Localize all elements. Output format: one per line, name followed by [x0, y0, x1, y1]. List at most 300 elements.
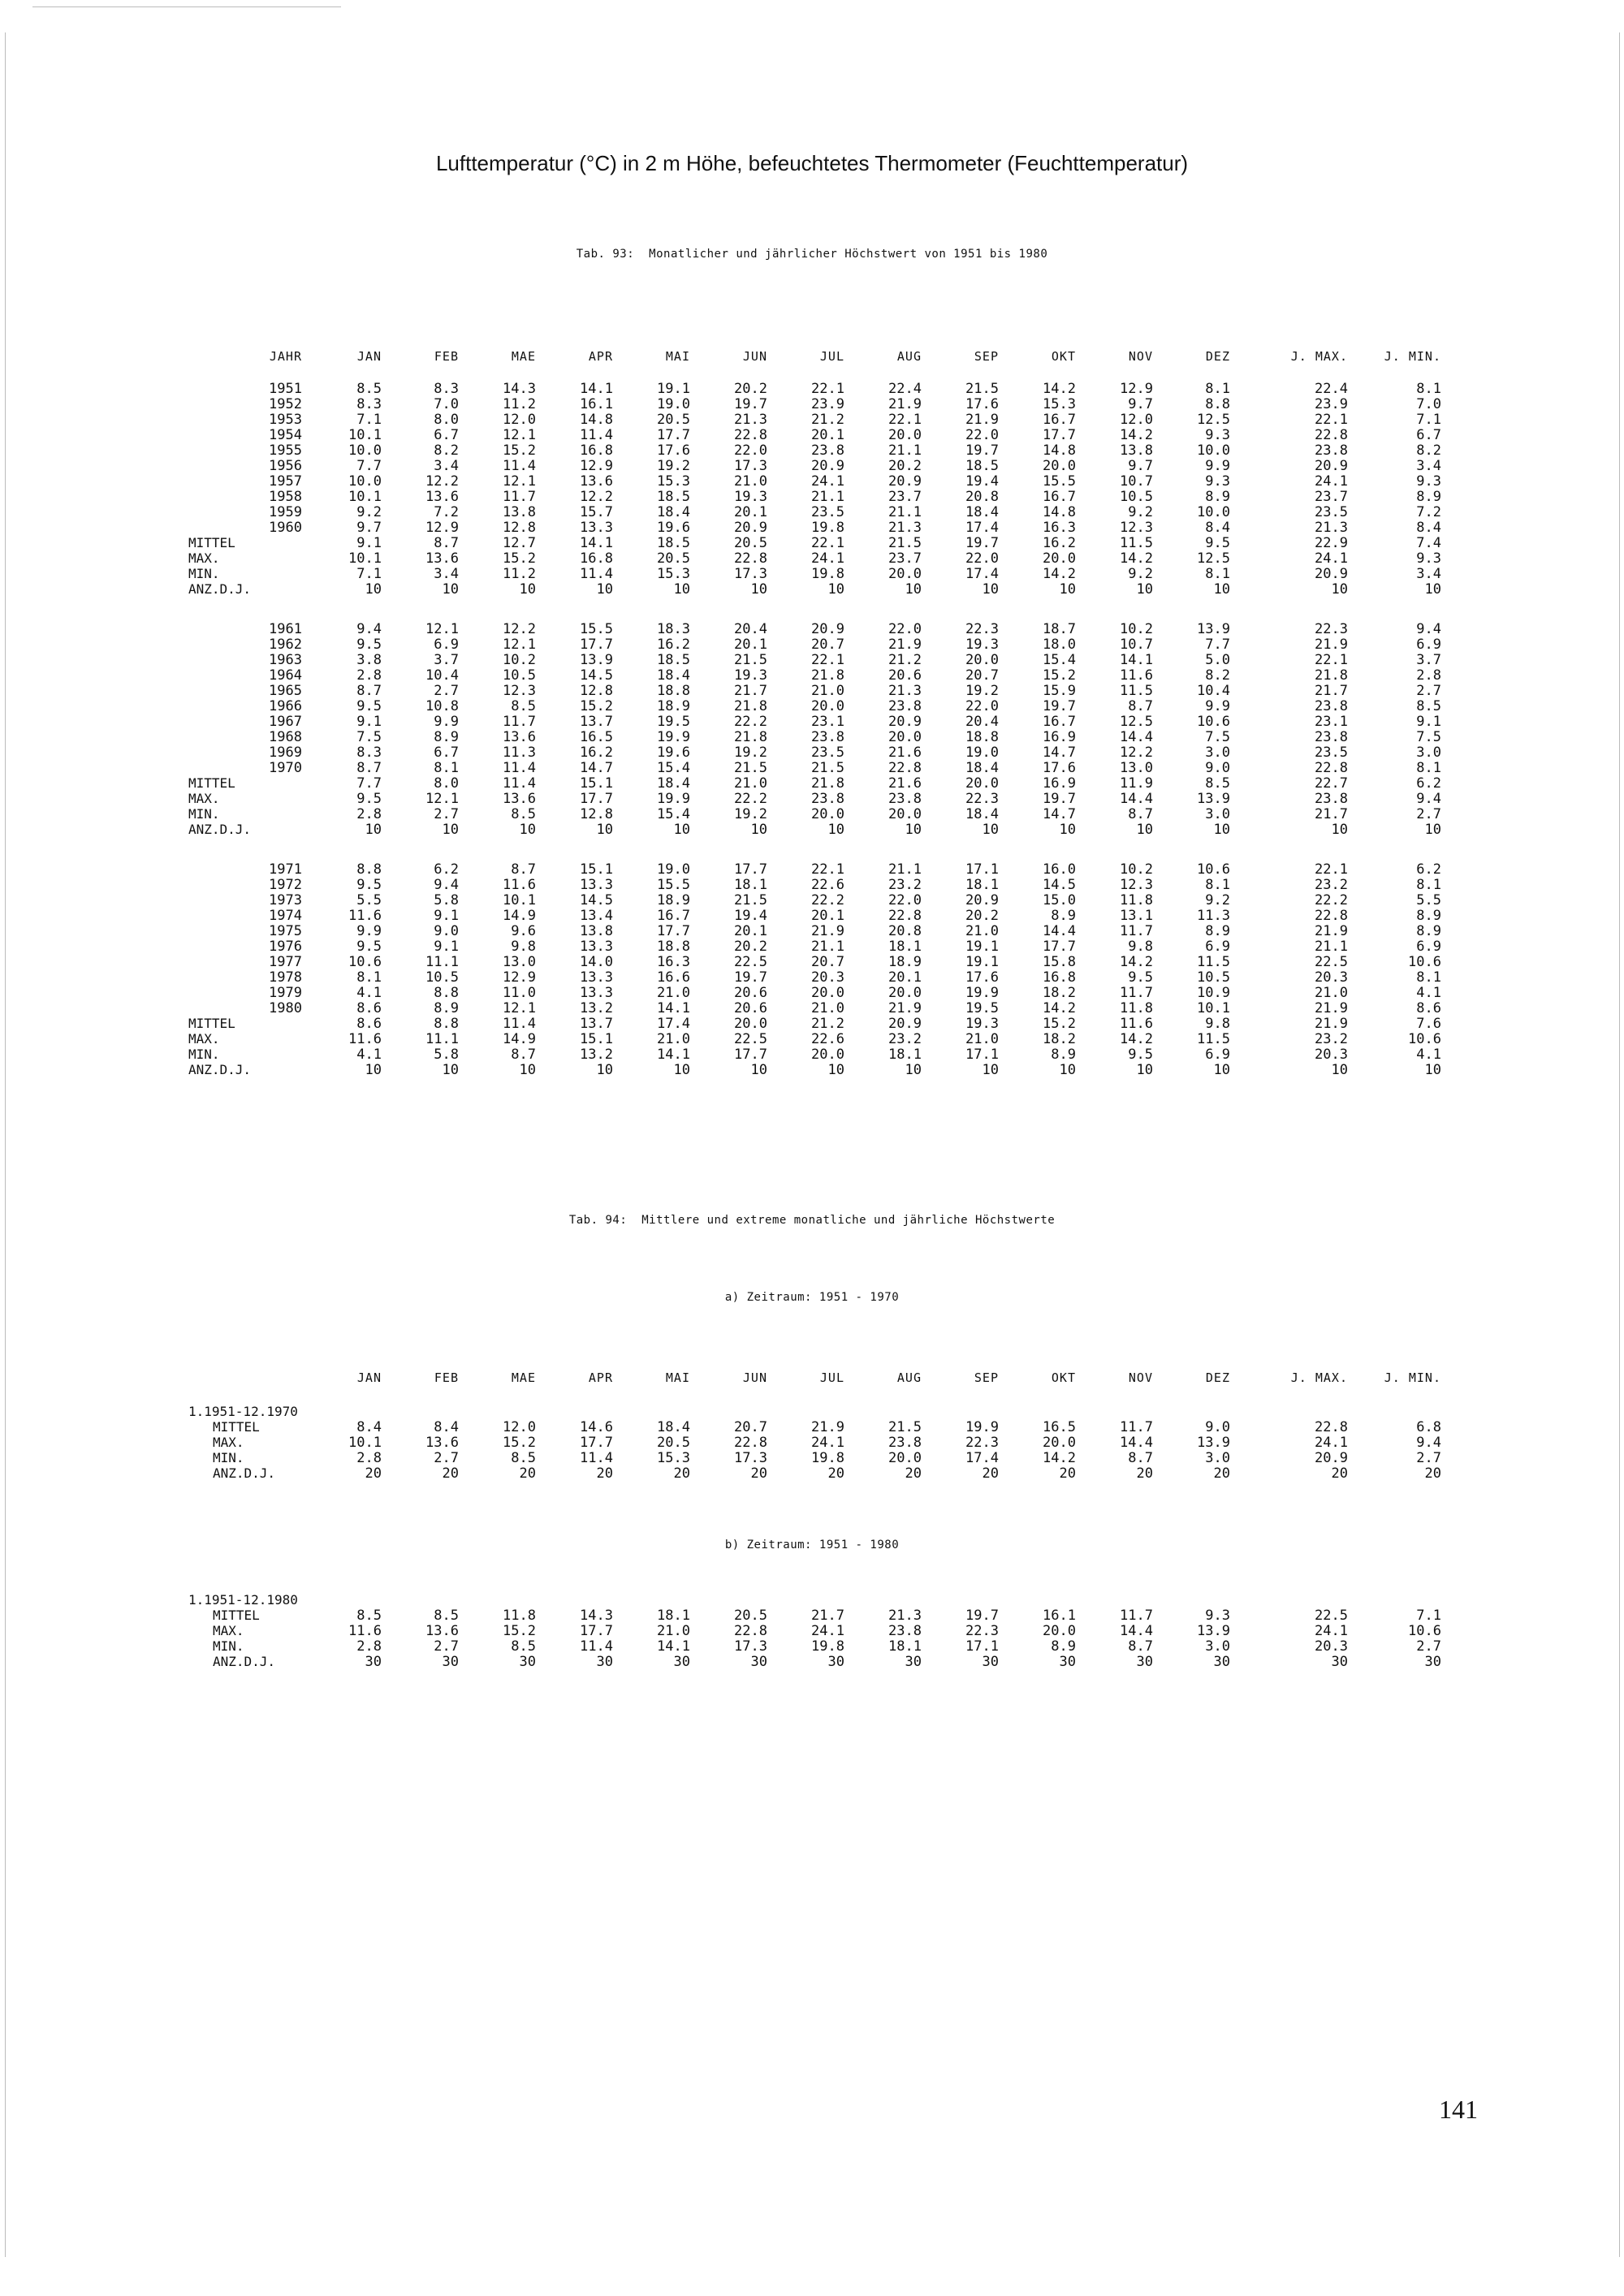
tab93-value: 8.1: [1416, 877, 1441, 893]
tab94-stat-value: 21.9: [811, 1419, 844, 1435]
tab93-value: 12.8: [503, 520, 536, 536]
tab94-stat-value: 15.3: [657, 1450, 690, 1466]
tab94-stat-value: 30: [827, 1654, 844, 1670]
tab94-stat-value: 12.0: [503, 1419, 536, 1435]
tab93-value: 14.4: [1043, 923, 1076, 939]
tab93-value: 6.9: [1205, 939, 1230, 955]
tab94-stat-value: 14.3: [580, 1608, 613, 1624]
tab94-stat-label: ANZ.D.J.: [213, 1465, 276, 1481]
tab94-stat-value: 20: [750, 1465, 767, 1482]
tab93-col-header: JAN: [356, 349, 382, 364]
tab93-col-header: MAE: [511, 349, 536, 364]
tab93-stat-value: 8.0: [434, 775, 459, 792]
tab93-stat-value: 9.5: [356, 791, 382, 807]
tab93-value: 18.4: [657, 667, 690, 684]
tab94-stat-value: 21.3: [888, 1608, 922, 1624]
tab93-stat-value: 8.7: [1128, 806, 1153, 822]
tab93-stat-value: 20.0: [811, 1047, 844, 1063]
tab94-col-header: JUN: [742, 1370, 767, 1385]
tab93-value: 18.5: [657, 652, 690, 668]
tab93-value: 13.1: [1120, 908, 1153, 924]
tab94-col-header: J. MIN.: [1384, 1370, 1441, 1385]
tab93-value: 2.8: [356, 667, 382, 684]
tab93-stat-value: 12.1: [425, 791, 459, 807]
tab93-stat-value: 18.4: [657, 775, 690, 792]
tab93-value: 21.5: [965, 381, 999, 397]
tab93-value: 12.1: [503, 637, 536, 653]
tab93-value: 8.9: [1205, 923, 1230, 939]
tab93-value: 23.2: [1315, 877, 1348, 893]
tab93-caption-text: Monatlicher und jährlicher Höchstwert von 1951 bis 1980: [649, 248, 1048, 261]
tab93-value: 19.8: [811, 520, 844, 536]
tab93-value: 9.9: [434, 714, 459, 730]
tab93-value: 5.0: [1205, 652, 1230, 668]
tab93-year: 1977: [269, 954, 302, 970]
tab93-stat-value: 11.6: [348, 1031, 382, 1047]
tab93-value: 12.3: [1120, 877, 1153, 893]
tab93-value: 14.2: [1043, 1000, 1076, 1016]
tab93-value: 14.4: [1120, 729, 1153, 745]
tab93-stat-value: 4.1: [1416, 1047, 1441, 1063]
tab93-value: 21.5: [734, 760, 767, 776]
tab93-value: 21.3: [734, 412, 767, 428]
tab94-stat-value: 14.1: [657, 1638, 690, 1655]
tab93-value: 13.3: [580, 969, 613, 986]
tab94-stat-value: 21.7: [811, 1608, 844, 1624]
tab93-value: 13.0: [503, 954, 536, 970]
tab93-value: 22.2: [811, 892, 844, 908]
tab93-value: 3.4: [1416, 458, 1441, 474]
tab93-value: 21.0: [734, 473, 767, 490]
tab93-stat-label: MIN.: [188, 806, 220, 822]
tab93-stat-value: 3.4: [434, 566, 459, 582]
tab93-value: 22.0: [734, 442, 767, 459]
tab93-value: 8.1: [1205, 381, 1230, 397]
tab93-value: 2.8: [1416, 667, 1441, 684]
tab93-value: 20.2: [734, 939, 767, 955]
tab93-value: 21.6: [888, 744, 922, 761]
tab93-value: 19.3: [965, 637, 999, 653]
tab93-value: 8.0: [434, 412, 459, 428]
tab93-stat-value: 15.1: [580, 775, 613, 792]
tab93-col-header: MAI: [665, 349, 690, 364]
tab94-stat-value: 11.8: [503, 1608, 536, 1624]
tab94-stat-value: 30: [1213, 1654, 1230, 1670]
tab93-value: 20.1: [734, 504, 767, 520]
tab93-stat-value: 10: [1136, 581, 1153, 598]
tab93-stat-value: 13.9: [1197, 791, 1230, 807]
tab93-value: 9.7: [1128, 458, 1153, 474]
tab93-value: 4.1: [356, 985, 382, 1001]
tab93-value: 6.7: [434, 744, 459, 761]
tab93-value: 21.1: [888, 442, 922, 459]
tab93-value: 19.1: [965, 954, 999, 970]
tab93-stat-value: 20.0: [734, 1016, 767, 1032]
tab93-stat-value: 21.8: [811, 775, 844, 792]
tab93-year: 1972: [269, 877, 302, 893]
tab93-value: 9.8: [1128, 939, 1153, 955]
tab94-stat-value: 3.0: [1205, 1450, 1230, 1466]
tab93-value: 19.4: [965, 473, 999, 490]
tab93-value: 9.7: [1128, 396, 1153, 412]
tab93-stat-value: 10: [1424, 1062, 1441, 1078]
tab93-value: 20.0: [811, 698, 844, 714]
tab93-value: 11.4: [580, 427, 613, 443]
tab93-value: 13.8: [580, 923, 613, 939]
tab93-value: 8.9: [1416, 923, 1441, 939]
tab93-year: 1980: [269, 1000, 302, 1016]
tab93-value: 21.9: [811, 923, 844, 939]
tab93-stat-value: 10: [905, 581, 922, 598]
tab93-value: 19.3: [734, 489, 767, 505]
tab93-value: 14.3: [503, 381, 536, 397]
tab93-value: 12.1: [425, 621, 459, 637]
tab93-value: 17.6: [965, 969, 999, 986]
tab93-value: 4.1: [1416, 985, 1441, 1001]
tab93-stat-value: 10.6: [1408, 1031, 1441, 1047]
tab93-value: 3.4: [434, 458, 459, 474]
tab93-value: 8.3: [356, 744, 382, 761]
tab93-stat-label: MIN.: [188, 566, 220, 581]
tab93-year: 1960: [269, 520, 302, 536]
tab93-value: 20.2: [888, 458, 922, 474]
tab93-value: 11.1: [425, 954, 459, 970]
tab93-stat-value: 2.8: [356, 806, 382, 822]
tab94-col-header: J. MAX.: [1290, 1370, 1348, 1385]
tab93-value: 21.8: [1315, 667, 1348, 684]
tab93-stat-value: 8.5: [511, 806, 536, 822]
tab94-col-header: OKT: [1051, 1370, 1076, 1385]
tab94-stat-value: 24.1: [1315, 1435, 1348, 1451]
tab93-col-header: APR: [588, 349, 613, 364]
tab93-value: 12.2: [425, 473, 459, 490]
tab93-stat-label: MITTEL: [188, 535, 235, 550]
tab93-value: 2.7: [434, 683, 459, 699]
tab93-value: 20.9: [888, 714, 922, 730]
tab93-stat-value: 10: [1059, 822, 1076, 838]
tab93-stat-value: 10: [596, 1062, 613, 1078]
tab93-value: 8.6: [1416, 1000, 1441, 1016]
tab93-year: 1978: [269, 969, 302, 986]
tab93-stat-value: 10: [827, 581, 844, 598]
tab93-value: 12.9: [1120, 381, 1153, 397]
tab93-stat-value: 21.0: [657, 1031, 690, 1047]
tab93-col-header: JUL: [819, 349, 844, 364]
tab93-value: 23.8: [811, 442, 844, 459]
tab93-year: 1961: [269, 621, 302, 637]
tab94-stat-value: 20.0: [1043, 1623, 1076, 1639]
tab93-value: 12.8: [580, 683, 613, 699]
tab93-value: 22.1: [888, 412, 922, 428]
tab93-stat-value: 11.5: [1120, 535, 1153, 551]
tab93-value: 19.4: [734, 908, 767, 924]
tab93-value: 20.5: [657, 412, 690, 428]
tab94-stat-value: 3.0: [1205, 1638, 1230, 1655]
tab93-stat-value: 24.1: [1315, 550, 1348, 567]
tab93-value: 7.5: [1416, 729, 1441, 745]
tab93-value: 22.1: [1315, 412, 1348, 428]
tab93-stat-value: 23.8: [888, 791, 922, 807]
tab93-value: 9.9: [1205, 458, 1230, 474]
tab93-stat-value: 22.6: [811, 1031, 844, 1047]
tab93-stat-value: 12.5: [1197, 550, 1230, 567]
tab93-value: 8.3: [356, 396, 382, 412]
tab94-stat-value: 30: [750, 1654, 767, 1670]
tab93-value: 8.9: [1416, 489, 1441, 505]
tab94-col-header: APR: [588, 1370, 613, 1385]
tab93-value: 19.7: [965, 442, 999, 459]
tab93-value: 23.8: [811, 729, 844, 745]
tab93-value: 10.5: [425, 969, 459, 986]
tab93-stat-value: 10: [1213, 822, 1230, 838]
tab93-col-header: NOV: [1128, 349, 1153, 364]
tab93-stat-value: 23.8: [811, 791, 844, 807]
tab93-value: 21.0: [657, 985, 690, 1001]
tab93-value: 19.2: [657, 458, 690, 474]
tab94-stat-value: 13.6: [425, 1623, 459, 1639]
tab93-year: 1973: [269, 892, 302, 908]
tab94-caption-text: Mittlere und extreme monatliche und jährliche Höchstwerte: [641, 1214, 1056, 1227]
tab93-stat-value: 6.9: [1205, 1047, 1230, 1063]
tab93-year: 1965: [269, 683, 302, 699]
tab93-value: 16.1: [580, 396, 613, 412]
tab93-stat-value: 14.1: [580, 535, 613, 551]
tab93-year: 1971: [269, 861, 302, 878]
tab93-value: 21.5: [734, 892, 767, 908]
tab93-value: 22.0: [888, 621, 922, 637]
tab93-value: 21.1: [888, 504, 922, 520]
tab93-value: 16.7: [1043, 714, 1076, 730]
tab93-value: 22.8: [1315, 908, 1348, 924]
tab93-value: 22.4: [1315, 381, 1348, 397]
tab93-value: 9.3: [1205, 427, 1230, 443]
tab93-value: 16.7: [1043, 412, 1076, 428]
tab93-value: 11.7: [1120, 923, 1153, 939]
tab94-stat-value: 20.7: [734, 1419, 767, 1435]
tab93-value: 11.3: [503, 744, 536, 761]
tab93-stat-value: 19.3: [965, 1016, 999, 1032]
tab93-value: 20.4: [965, 714, 999, 730]
scan-edge-top: [32, 6, 341, 7]
tab93-value: 20.3: [1315, 969, 1348, 986]
tab93-stat-value: 14.2: [1043, 566, 1076, 582]
tab93-year: 1955: [269, 442, 302, 459]
tab93-value: 10.7: [1120, 473, 1153, 490]
tab93-stat-value: 17.1: [965, 1047, 999, 1063]
tab93-value: 20.8: [965, 489, 999, 505]
tab93-value: 20.9: [811, 621, 844, 637]
tab93-stat-value: 10: [1331, 1062, 1348, 1078]
tab93-stat-value: 2.7: [1416, 806, 1441, 822]
tab93-value: 13.2: [580, 1000, 613, 1016]
tab93-year: 1959: [269, 504, 302, 520]
tab93-value: 9.5: [356, 939, 382, 955]
tab94-stat-value: 14.6: [580, 1419, 613, 1435]
tab94-caption: [0, 1214, 1624, 1227]
tab93-value: 23.1: [1315, 714, 1348, 730]
tab93-value: 8.1: [1416, 760, 1441, 776]
tab94-stat-value: 15.2: [503, 1435, 536, 1451]
tab93-stat-value: 2.7: [434, 806, 459, 822]
tab93-stat-value: 10: [982, 822, 999, 838]
tab93-stat-value: 10: [1059, 581, 1076, 598]
tab94-stat-value: 20: [1136, 1465, 1153, 1482]
tab94-stat-value: 30: [905, 1654, 922, 1670]
tab94-stat-value: 20.9: [1315, 1450, 1348, 1466]
tab93-stat-value: 10: [1213, 581, 1230, 598]
tab93-stat-value: 17.7: [734, 1047, 767, 1063]
tab93-year: 1964: [269, 667, 302, 684]
tab93-stat-value: 10: [519, 822, 536, 838]
tab93-stat-label: ANZ.D.J.: [188, 1062, 252, 1077]
tab94-stat-value: 30: [673, 1654, 690, 1670]
tab93-value: 14.5: [1043, 877, 1076, 893]
tab93-value: 17.3: [734, 458, 767, 474]
tab93-stat-value: 8.5: [1205, 775, 1230, 792]
tab93-stat-value: 19.7: [965, 535, 999, 551]
tab93-value: 11.2: [503, 396, 536, 412]
tab93-stat-value: 10: [673, 581, 690, 598]
tab93-stat-value: 15.3: [657, 566, 690, 582]
tab93-stat-value: 8.6: [356, 1016, 382, 1032]
tab93-stat-value: 10: [827, 1062, 844, 1078]
tab93-value: 13.3: [580, 520, 613, 536]
tab94-stat-value: 20.5: [734, 1608, 767, 1624]
tab93-value: 22.8: [888, 760, 922, 776]
tab93-stat-value: 13.2: [580, 1047, 613, 1063]
tab93-stat-value: 7.7: [356, 775, 382, 792]
tab93-value: 22.1: [1315, 652, 1348, 668]
tab94-stat-value: 19.8: [811, 1450, 844, 1466]
tab93-value: 2.7: [1416, 683, 1441, 699]
tab93-stat-value: 10: [442, 1062, 459, 1078]
tab93-stat-value: 21.0: [734, 775, 767, 792]
tab93-value: 19.5: [657, 714, 690, 730]
tab93-stat-value: 12.8: [580, 806, 613, 822]
tab93-year: 1957: [269, 473, 302, 490]
tab93-value: 18.9: [657, 698, 690, 714]
tab93-value: 21.5: [734, 652, 767, 668]
tab93-value: 20.2: [965, 908, 999, 924]
tab94-stat-value: 14.4: [1120, 1623, 1153, 1639]
tab93-value: 21.9: [1315, 1000, 1348, 1016]
tab93-year: 1951: [269, 381, 302, 397]
tab93-value: 18.4: [965, 504, 999, 520]
tab93-value: 18.1: [734, 877, 767, 893]
tab93-stat-value: 18.5: [657, 535, 690, 551]
tab94-stat-value: 14.4: [1120, 1435, 1153, 1451]
tab93-stat-value: 9.4: [1416, 791, 1441, 807]
tab93-stat-value: 10: [519, 581, 536, 598]
tab93-stat-value: 23.7: [888, 550, 922, 567]
tab94-stat-value: 20: [982, 1465, 999, 1482]
tab93-stat-value: 21.0: [965, 1031, 999, 1047]
tab93-value: 9.0: [1205, 760, 1230, 776]
tab93-value: 8.5: [511, 698, 536, 714]
tab93-value: 13.9: [1197, 621, 1230, 637]
tab93-value: 8.7: [1128, 698, 1153, 714]
tab93-value: 17.7: [1043, 939, 1076, 955]
tab93-value: 8.7: [356, 683, 382, 699]
tab93-value: 22.3: [965, 621, 999, 637]
tab93-value: 12.9: [503, 969, 536, 986]
tab93-value: 7.2: [1416, 504, 1441, 520]
tab93-value: 8.1: [1205, 877, 1230, 893]
tab93-value: 5.5: [1416, 892, 1441, 908]
tab93-value: 20.9: [734, 520, 767, 536]
tab93-stat-value: 9.5: [1128, 1047, 1153, 1063]
tab93-value: 19.2: [734, 744, 767, 761]
tab93-stat-value: 23.2: [888, 1031, 922, 1047]
tab93-year: 1954: [269, 427, 302, 443]
tab94-stat-value: 9.0: [1205, 1419, 1230, 1435]
tab93-year: 1952: [269, 396, 302, 412]
tab93-stat-value: 9.5: [1205, 535, 1230, 551]
tab93-value: 22.8: [1315, 427, 1348, 443]
tab93-value: 24.1: [1315, 473, 1348, 490]
tab93-value: 20.1: [734, 923, 767, 939]
tab93-year: 1958: [269, 489, 302, 505]
tab93-stat-value: 22.2: [734, 791, 767, 807]
tab93-value: 11.0: [503, 985, 536, 1001]
tab93-value: 11.7: [503, 714, 536, 730]
tab93-value: 13.8: [1120, 442, 1153, 459]
tab93-value: 21.9: [888, 637, 922, 653]
tab93-value: 19.0: [965, 744, 999, 761]
tab94-stat-value: 17.7: [580, 1435, 613, 1451]
tab93-stat-value: 12.7: [503, 535, 536, 551]
tab93-value: 11.8: [1120, 1000, 1153, 1016]
tab93-stat-value: 13.6: [503, 791, 536, 807]
tab93-value: 15.4: [657, 760, 690, 776]
tab93-value: 14.5: [580, 892, 613, 908]
tab93-value: 10.1: [348, 427, 382, 443]
tab93-stat-value: 16.8: [580, 550, 613, 567]
tab94-stat-value: 13.9: [1197, 1435, 1230, 1451]
tab93-stat-value: 8.7: [511, 1047, 536, 1063]
tab93-stat-value: 10: [1424, 581, 1441, 598]
tab93-value: 9.2: [1128, 504, 1153, 520]
tab93-value: 23.9: [1315, 396, 1348, 412]
tab93-stat-value: 24.1: [811, 550, 844, 567]
tab94-stat-value: 17.4: [965, 1450, 999, 1466]
tab93-value: 11.6: [348, 908, 382, 924]
tab93-value: 20.9: [888, 473, 922, 490]
tab93-stat-value: 9.8: [1205, 1016, 1230, 1032]
tab94-stat-value: 17.1: [965, 1638, 999, 1655]
tab93-value: 22.3: [1315, 621, 1348, 637]
tab93-stat-value: 23.8: [1315, 791, 1348, 807]
tab93-value: 23.5: [1315, 744, 1348, 761]
tab93-value: 21.0: [965, 923, 999, 939]
tab93-value: 15.3: [1043, 396, 1076, 412]
tab94-stat-value: 8.7: [1128, 1450, 1153, 1466]
tab93-stat-value: 10: [982, 581, 999, 598]
tab93-value: 13.6: [425, 489, 459, 505]
tab93-value: 12.9: [580, 458, 613, 474]
tab94-stat-value: 24.1: [811, 1623, 844, 1639]
tab93-stat-value: 10: [1331, 822, 1348, 838]
tab93-value: 23.7: [888, 489, 922, 505]
tab93-value: 20.6: [734, 985, 767, 1001]
tab93-value: 7.0: [1416, 396, 1441, 412]
tab93-value: 9.5: [356, 637, 382, 653]
tab93-value: 23.8: [888, 698, 922, 714]
tab94-stat-value: 20: [1331, 1465, 1348, 1482]
tab93-value: 12.9: [425, 520, 459, 536]
tab93-value: 8.1: [434, 760, 459, 776]
tab93-value: 23.5: [811, 744, 844, 761]
